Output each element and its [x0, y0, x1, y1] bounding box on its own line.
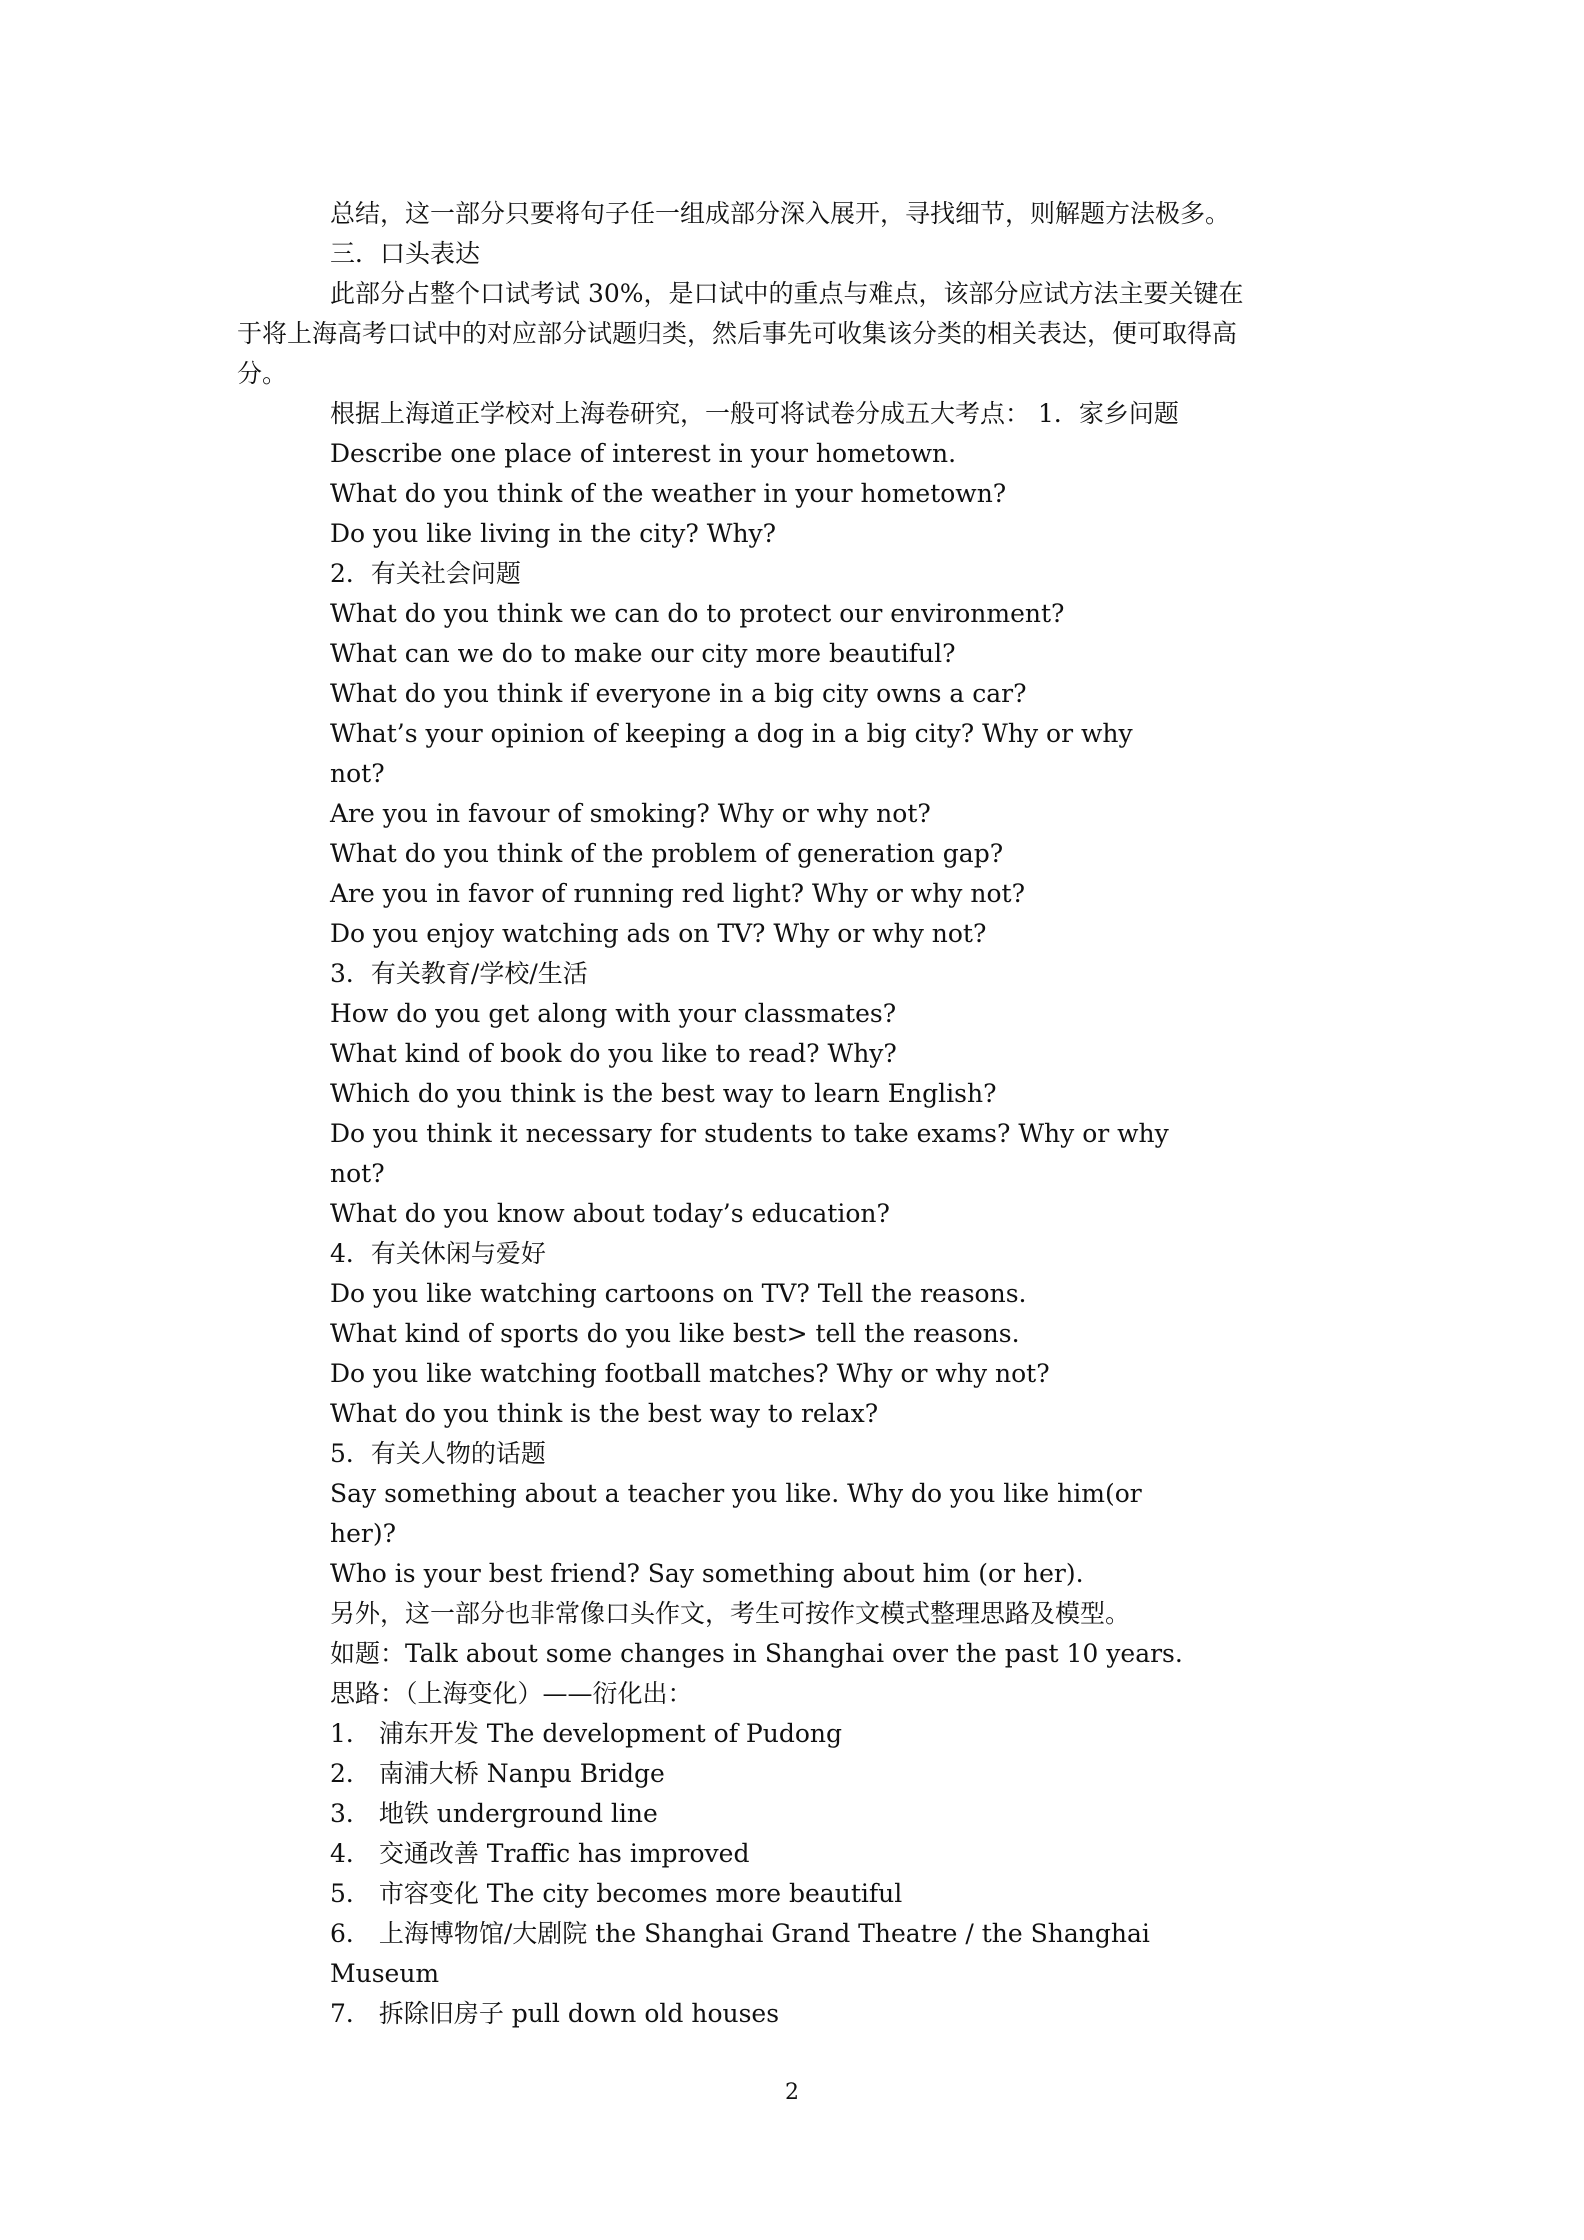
idea-item: 3． 地铁 underground line [330, 1799, 658, 1828]
idea-item: 4． 交通改善 Traffic has improved [330, 1839, 750, 1868]
question-line: How do you get along with your classmates? [330, 999, 897, 1028]
question-line: Do you think it necessary for students to take exams? Why or why [330, 1119, 1169, 1148]
approach-line: 思路：（上海变化）——衍化出： [330, 1679, 693, 1708]
composition-note: 另外，这一部分也非常像口头作文，考生可按作文模式整理思路及模型。 [330, 1599, 1131, 1628]
intro-paragraph-line: 于将上海高考口试中的对应部分试题归类，然后事先可收集该分类的相关表达，便可取得高 [237, 319, 1238, 348]
question-line: What do you think if everyone in a big city owns a car? [330, 679, 1027, 708]
idea-item: 5． 市容变化 The city becomes more beautiful [330, 1879, 903, 1908]
category-heading: 5．有关人物的话题 [330, 1439, 546, 1468]
question-line: Do you like watching cartoons on TV? Tell the reasons. [330, 1279, 1027, 1308]
question-line: Which do you think is the best way to learn English? [330, 1079, 997, 1108]
idea-item: 2． 南浦大桥 Nanpu Bridge [330, 1759, 665, 1788]
idea-item-continuation: Museum [330, 1959, 440, 1988]
intro-paragraph-line: 分。 [237, 359, 288, 388]
question-line-continuation: not? [330, 1159, 385, 1188]
question-line: What do you think of the problem of generation gap? [330, 839, 1004, 868]
question-line: What can we do to make our city more beautiful? [330, 639, 956, 668]
category-heading: 3．有关教育/学校/生活 [330, 959, 588, 988]
question-line: Say something about a teacher you like. Why do you like him(or [330, 1479, 1142, 1508]
question-line: Who is your best friend? Say something about him (or her). [330, 1559, 1084, 1588]
question-line: What kind of sports do you like best> tell the reasons. [330, 1319, 1020, 1348]
question-line: What kind of book do you like to read? Why? [330, 1039, 897, 1068]
page-number: 2 [785, 2080, 799, 2105]
category-heading: 2．有关社会问题 [330, 559, 521, 588]
section-heading: 三．口头表达 [330, 239, 481, 268]
category-heading: 4．有关休闲与爱好 [330, 1239, 546, 1268]
question-line: Do you like living in the city? Why? [330, 519, 777, 548]
question-line: What do you think we can do to protect our environment? [330, 599, 1065, 628]
question-line: What do you think of the weather in your hometown? [330, 479, 1007, 508]
question-line-continuation: her)? [330, 1519, 397, 1548]
question-line: Are you in favour of smoking? Why or why not? [330, 799, 931, 828]
question-line: Do you enjoy watching ads on TV? Why or why not? [330, 919, 987, 948]
question-line: Are you in favor of running red light? Why or why not? [330, 879, 1025, 908]
example-topic: 如题：Talk about some changes in Shanghai over the past 10 years. [330, 1639, 1183, 1668]
categories-intro: 根据上海道正学校对上海卷研究，一般可将试卷分成五大考点： 1．家乡问题 [330, 399, 1179, 428]
idea-item: 6． 上海博物馆/大剧院 the Shanghai Grand Theatre / the Shanghai [330, 1919, 1150, 1948]
idea-item: 7． 拆除旧房子 pull down old houses [330, 1999, 780, 2028]
question-line: Do you like watching football matches? Why or why not? [330, 1359, 1050, 1388]
idea-item: 1． 浦东开发 The development of Pudong [330, 1719, 843, 1748]
summary-paragraph: 总结，这一部分只要将句子任一组成部分深入展开，寻找细节，则解题方法极多。 [330, 199, 1231, 228]
question-line: Describe one place of interest in your hometown. [330, 439, 957, 468]
question-line-continuation: not? [330, 759, 385, 788]
question-line: What do you know about today’s education? [330, 1199, 890, 1228]
intro-paragraph-line: 此部分占整个口试考试 30%，是口试中的重点与难点，该部分应试方法主要关键在 [330, 279, 1244, 308]
question-line: What do you think is the best way to relax? [330, 1399, 879, 1428]
question-line: What’s your opinion of keeping a dog in a big city? Why or why [330, 719, 1133, 748]
